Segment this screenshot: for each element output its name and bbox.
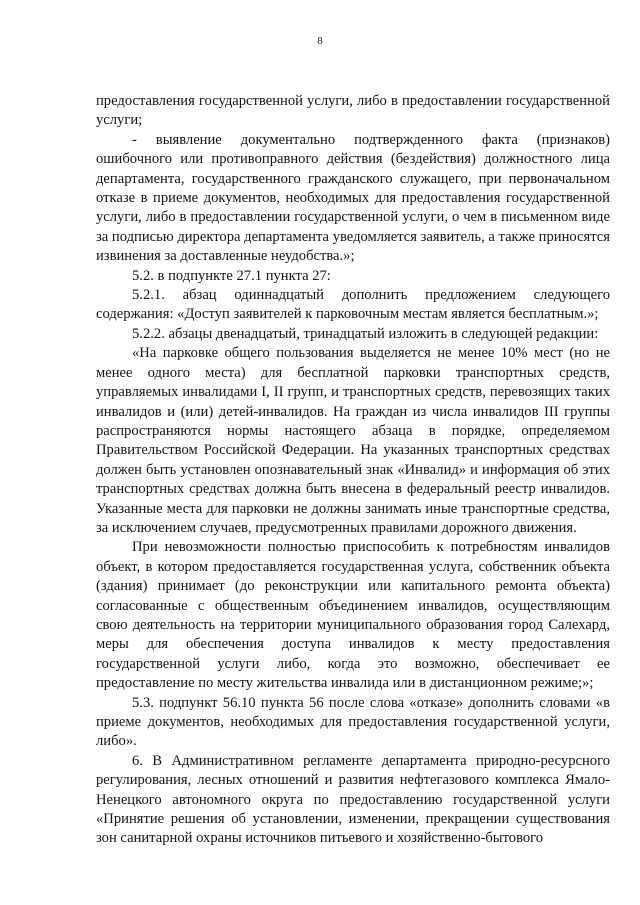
page-number: 8 bbox=[317, 35, 323, 47]
paragraph-continuation: предоставления государственной услуги, либо в предоставлении государственной услуги; bbox=[96, 93, 610, 129]
paragraph-clause-5-2-2: 5.2.2. абзацы двенадцатый, тринадцатый изложить в следующей редакции: bbox=[132, 325, 599, 342]
paragraph-accessibility: При невозможности полностью приспособить к потребностям инвалидов объект, в котором предоставляется государственная услуга, собственник объекта (здания) принимает (до реконструкции или капитального ремонта объекта) согласованные с общественным объединением инвалидов, осуществляющим свою деятельность на территории муниципального образования город Салехард, меры для обеспечения доступа инвалидов к месту предоставления государственной услуги либо, когда это возможно, обеспечивает ее предоставление по месту жительства инвалида или в дистанционном режиме;»; bbox=[96, 539, 610, 692]
paragraph-parking-quote: «На парковке общего пользования выделяется не менее 10% мест (но не менее одного места) для бесплатной парковки транспортных средств, управляемых инвалидами I, II групп, и транспортных средств, перевозящих таких инвалидов и (или) детей-инвалидов. На граждан из числа инвалидов III группы распространяются нормы настоящего абзаца в порядке, определяемом Правительством Российской Федерации. На указанных транспортных средствах должен быть установлен опознавательный знак «Инвалид» и информация об этих транспортных средствах должна быть внесена в федеральный реестр инвалидов. Указанные места для парковки не должны занимать иные транспортные средства, за исключением случаев, предусмотренных правилами дорожного движения. bbox=[96, 345, 610, 536]
document-body bbox=[96, 92, 610, 849]
paragraph-clause-5-3: 5.3. подпункт 56.10 пункта 56 после слова «отказе» дополнить словами «в приеме документов, необходимых для предоставления государственной услуги, либо». bbox=[96, 694, 610, 750]
paragraph-list-item: - выявление документально подтвержденного факта (признаков) ошибочного или противоправного действия (бездействия) должностного лица департамента, государственного гражданского служащего, при первоначальном отказе в приеме документов, необходимых для предоставления государственной услуги, либо в предоставлении государственной услуги, о чем в письменном виде за подписью директора департамента уведомляется заявитель, а также приносятся извинения за доставленные неудобства.»; bbox=[96, 131, 610, 265]
paragraph-clause-5-2: 5.2. в подпункте 27.1 пункта 27: bbox=[132, 267, 331, 284]
paragraph-clause-5-2-1: 5.2.1. абзац одиннадцатый дополнить предложением следующего содержания: «Доступ заявителей к парковочным местам является бесплатным.»; bbox=[96, 287, 610, 323]
paragraph-clause-6: 6. В Административном регламенте департамента природно-ресурсного регулирования, лесных отношений и развития нефтегазового комплекса Ямало-Ненецкого автономного округа по предоставлению государственной услуги «Принятие решения об установлении, изменении, прекращении существования зон санитарной охраны источников питьевого и хозяйственно-бытового bbox=[96, 752, 610, 847]
